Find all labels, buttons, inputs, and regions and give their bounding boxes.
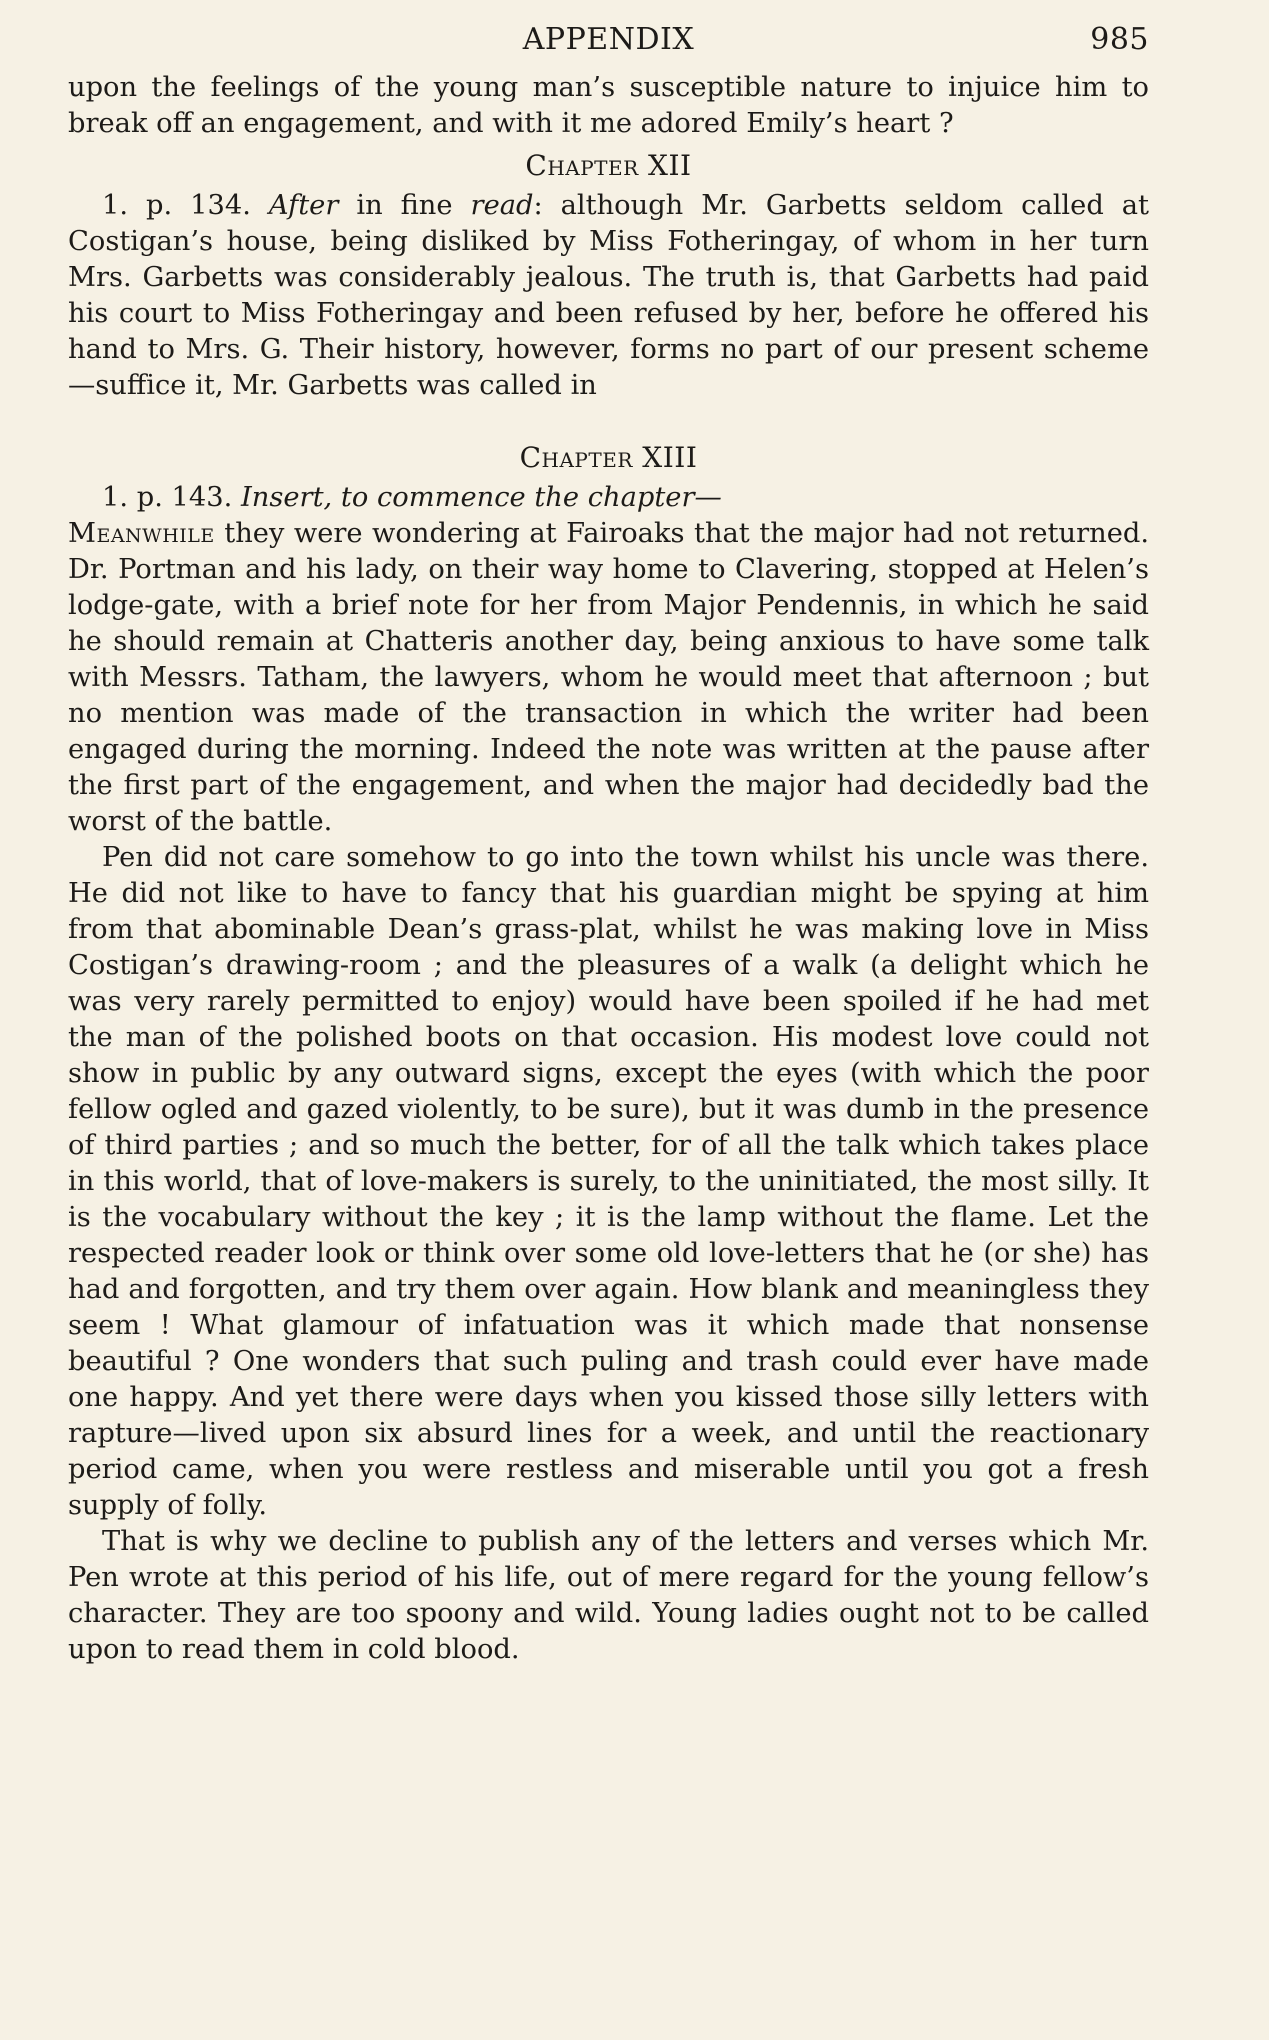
note-lead-italic: After xyxy=(268,190,339,221)
paragraph: That is why we decline to publish any of the letters and verses which Mr. Pen wrote at this period of his life, out of mere regard for the young fellow’s character. They are too spoony and wild. Young ladies ought not to be called upon to read them in cold blood. xyxy=(68,1526,1149,1665)
note-chapter-xiii xyxy=(68,480,1149,516)
page-number: 985 xyxy=(1090,22,1149,57)
paragraph xyxy=(68,516,1149,840)
paragraph-continuation: upon the feelings of the young man’s susceptible nature to injuice him to break off an engagement, and with it me adored Emily’s heart ? xyxy=(68,72,1149,139)
note-reference: 1. p. 134. xyxy=(102,190,269,221)
paragraph-text: they were wondering at Fairoaks that the major had not returned. Dr. Portman and his lady, on their way home to Clavering, stopped at Helen’s lodge-gate, with a brief note for her from Major Pendennis, in which he said he should remain at Chatteris another day, being anxious to have some talk with Messrs. Tatham, the lawyers, whom he would meet that afternoon ; but no mention was made of the transaction in which the writer had been engaged during the morning. Indeed the note was written at the pause after the first part of the engagement, and when the major had decidedly bad the worst of the battle. xyxy=(68,518,1149,837)
paragraph: Pen did not care somehow to go into the town whilst his uncle was there. He did not like to have to fancy that his guardian might be spying at him from that abominable Dean’s grass-plat, whilst he was making love in Miss Costigan’s drawing-room ; and the pleasures of a walk (a delight which he was very rarely permitted to enjoy) would have been spoiled if he had met the man of the polished boots on that occasion. His modest love could not show in public by any outward signs, except the eyes (with which the poor fellow ogled and gazed violently, to be sure), but it was dumb in the presence of third parties ; and so much the better, for of all the talk which takes place in this world, that of love-makers is surely, to the uninitiated, the most silly. It is the vocabulary without the key ; it is the lamp without the flame. Let the respected reader look or think over some old love-letters that he (or she) has had and forgotten, and try them over again. How blank and meaningless they seem ! What glamour of infatuation was it which made that nonsense beautiful ? One wonders that such puling and trash could ever have made one happy. And yet there were days when you kissed those silly letters with rapture—lived upon six absurd lines for a week, and until the reactionary period came, when you were restless and miserable until you got a fresh supply of folly. xyxy=(68,842,1149,1521)
running-title: APPENDIX xyxy=(522,22,695,57)
running-head xyxy=(68,22,1149,70)
chapter-heading-xiii: Chapter XIII xyxy=(519,441,698,474)
note-lead-roman: in fine xyxy=(338,190,471,221)
note-reference: 1. p. 143. xyxy=(102,482,242,513)
chapter-heading-xii: Chapter XII xyxy=(525,149,692,182)
paragraph-lead-word: Meanwhile xyxy=(68,518,215,549)
note-instruction: Insert, to commence the chapter— xyxy=(241,482,722,513)
note-lead-italic: read xyxy=(470,190,534,221)
note-chapter-xii xyxy=(68,188,1149,404)
note-text: : although Mr. Garbetts seldom called at Costigan’s house, being disliked by Miss Fotheringay, of whom in her turn Mrs. Garbetts was considerably jealous. The truth is, that Garbetts had paid his court to Miss Fotheringay and been refused by her, before he offered his hand to Mrs. G. Their history, however, forms no part of our present scheme—suffice it, Mr. Garbetts was called in xyxy=(68,190,1149,401)
